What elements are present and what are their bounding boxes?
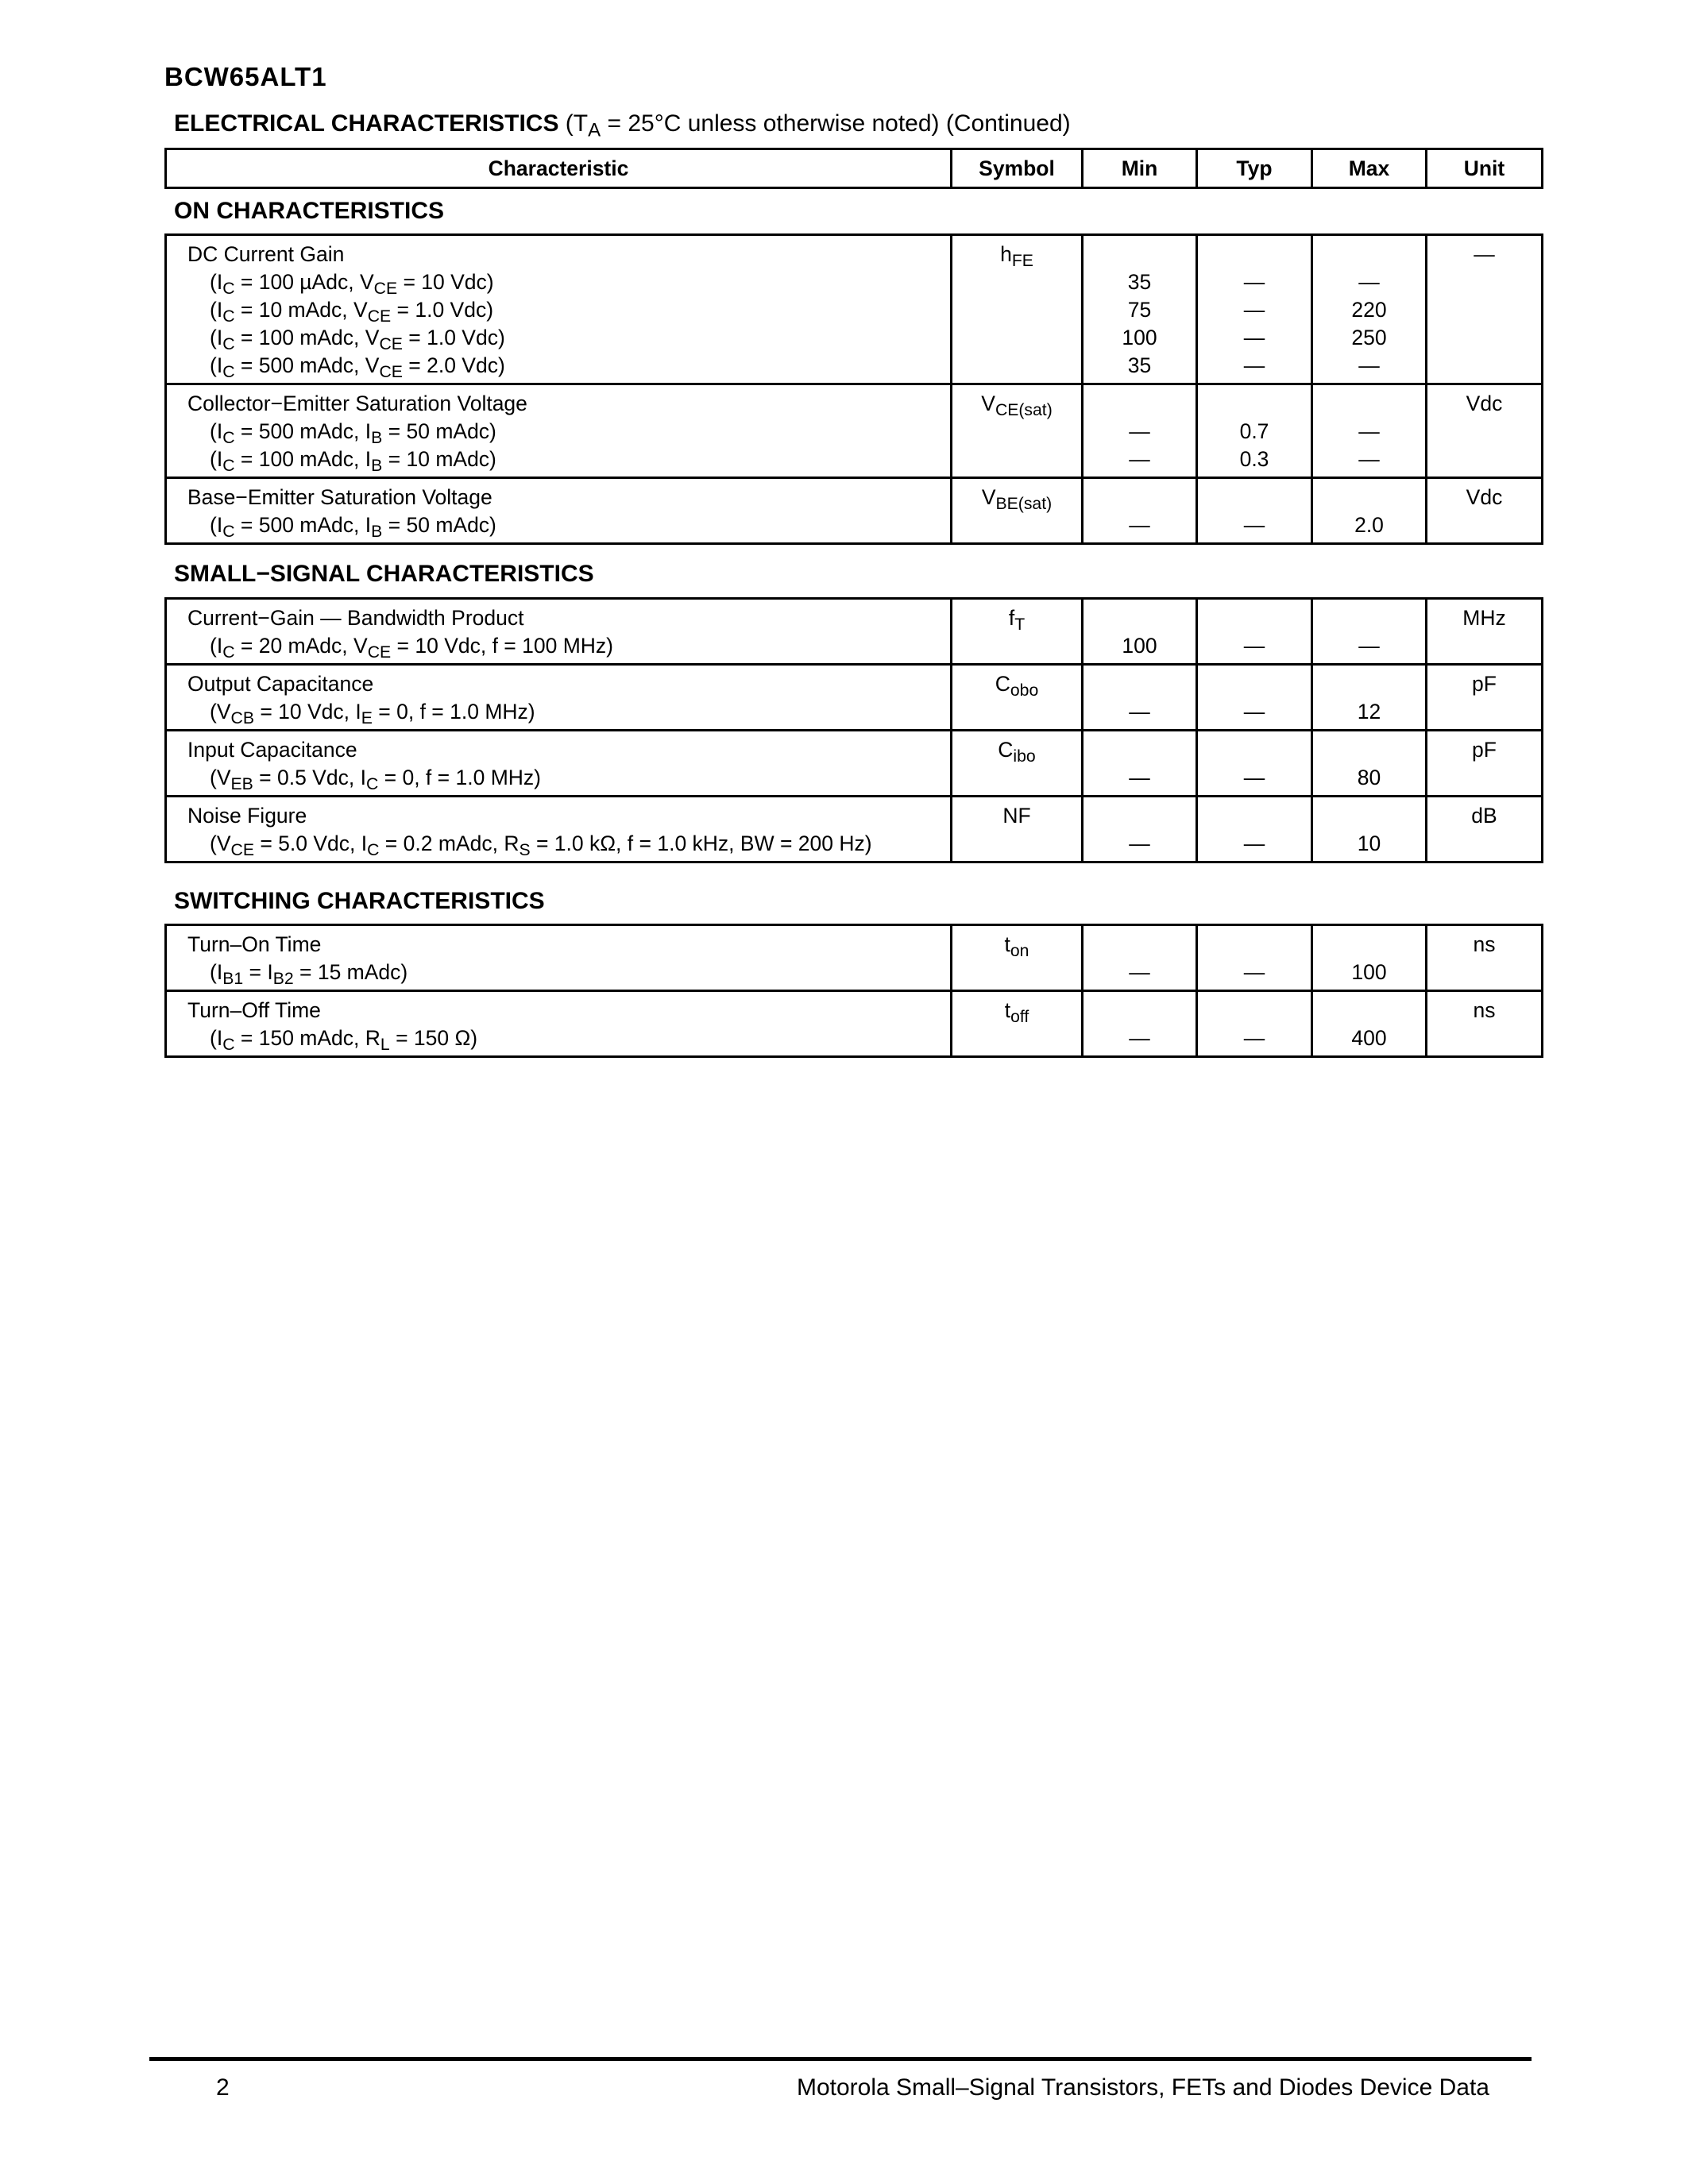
value-spacer (1083, 670, 1196, 698)
typ-value: — (1243, 353, 1265, 377)
value-spacer (1313, 931, 1425, 959)
switching-characteristics-table (164, 924, 1543, 1058)
min-value: 35 (1127, 270, 1152, 294)
typ-cell (1197, 665, 1312, 731)
min-value: 75 (1127, 298, 1152, 322)
unit-cell: Vdc (1427, 478, 1543, 544)
footer-rule (149, 2057, 1532, 2061)
typ-cell (1197, 797, 1312, 862)
table-row (166, 384, 1543, 478)
symbol-cell: $f_T$ (952, 599, 1083, 665)
test-condition: ($I_C = 500$ mAdc, $V_{CE} = 2.0$ Vdc) (210, 353, 505, 381)
column-header-typ: Typ (1197, 149, 1312, 188)
value-spacer (1083, 931, 1196, 959)
test-condition: ($I_C = 100$ µAdc, $V_{CE} = 10$ Vdc) (210, 270, 494, 298)
characteristic-cell (166, 599, 952, 665)
symbol-cell: $t_{on}$ (952, 925, 1083, 991)
min-value: — (1129, 513, 1150, 537)
section-title-switching: SWITCHING CHARACTERISTICS (174, 888, 545, 914)
value-spacer (1198, 241, 1311, 268)
section-title-small-signal: SMALL−SIGNAL CHARACTERISTICS (174, 561, 594, 587)
min-value: — (1129, 960, 1150, 984)
characteristic-name: Collector−Emitter Saturation Voltage (187, 392, 527, 415)
column-header-characteristic: Characteristic (166, 149, 952, 188)
value-spacer (1313, 802, 1425, 830)
characteristic-cell (166, 235, 952, 384)
characteristic-name: DC Current Gain (187, 242, 345, 266)
max-cell (1312, 235, 1427, 384)
min-cell (1083, 731, 1197, 797)
characteristic-cell (166, 731, 952, 797)
small-signal-characteristics-table (164, 597, 1543, 863)
typ-cell (1197, 384, 1312, 478)
table-row (166, 478, 1543, 544)
max-cell (1312, 991, 1427, 1057)
min-cell (1083, 991, 1197, 1057)
min-value: — (1129, 832, 1150, 855)
typ-cell (1197, 599, 1312, 665)
value-spacer (1083, 802, 1196, 830)
typ-cell (1197, 925, 1312, 991)
max-value: 250 (1351, 326, 1387, 349)
typ-value: — (1243, 960, 1265, 984)
min-value: — (1129, 1026, 1150, 1050)
table-row (166, 599, 1543, 665)
max-cell (1312, 599, 1427, 665)
min-cell (1083, 665, 1197, 731)
max-value: — (1358, 270, 1380, 294)
max-value: 2.0 (1354, 513, 1384, 537)
unit-cell: Vdc (1427, 384, 1543, 478)
typ-value: — (1243, 270, 1265, 294)
value-spacer (1198, 997, 1311, 1024)
table-row (166, 235, 1543, 384)
min-value: — (1129, 419, 1150, 443)
table-row (166, 731, 1543, 797)
max-value: 100 (1351, 960, 1387, 984)
value-spacer (1083, 997, 1196, 1024)
unit-cell: ns (1427, 925, 1543, 991)
max-cell (1312, 665, 1427, 731)
test-condition: ($I_C = 100$ mAdc, $V_{CE} = 1.0$ Vdc) (210, 326, 505, 353)
characteristic-name: Current−Gain — Bandwidth Product (187, 606, 524, 630)
max-value: 400 (1351, 1026, 1387, 1050)
max-cell (1312, 925, 1427, 991)
value-spacer (1313, 241, 1425, 268)
value-spacer (1313, 484, 1425, 511)
symbol-cell: $C_{ibo}$ (952, 731, 1083, 797)
test-condition: ($I_C = 500$ mAdc, $I_B = 50$ mAdc) (210, 419, 496, 447)
value-spacer (1198, 484, 1311, 511)
table-title: ELECTRICAL CHARACTERISTICS (174, 110, 559, 137)
typ-value: — (1243, 766, 1265, 789)
min-cell (1083, 384, 1197, 478)
characteristic-cell (166, 665, 952, 731)
symbol-cell: $V_{CE(sat)}$ (952, 384, 1083, 478)
test-condition: ($V_{EB} = 0.5$ Vdc, $I_C = 0$, f = 1.0 MHz) (210, 766, 541, 793)
page-title: BCW65ALT1 (164, 62, 327, 91)
min-value: 100 (1122, 634, 1157, 658)
max-value: — (1358, 447, 1380, 471)
value-spacer (1198, 390, 1311, 418)
value-spacer (1083, 484, 1196, 511)
value-spacer (1198, 604, 1311, 632)
value-spacer (1083, 604, 1196, 632)
max-value: — (1358, 419, 1380, 443)
table-heading (174, 110, 1071, 141)
value-spacer (1083, 736, 1196, 764)
table-row (166, 797, 1543, 862)
min-cell (1083, 235, 1197, 384)
characteristic-cell (166, 478, 952, 544)
characteristic-name: Input Capacitance (187, 738, 357, 762)
characteristic-name: Turn–Off Time (187, 998, 321, 1022)
unit-cell: dB (1427, 797, 1543, 862)
characteristic-cell (166, 797, 952, 862)
typ-cell (1197, 235, 1312, 384)
typ-value: — (1243, 700, 1265, 723)
typ-cell (1197, 478, 1312, 544)
symbol-cell: $t_{off}$ (952, 991, 1083, 1057)
test-condition: ($V_{CB} = 10$ Vdc, $I_E = 0$, f = 1.0 MHz) (210, 700, 535, 727)
max-cell (1312, 731, 1427, 797)
unit-cell: pF (1427, 665, 1543, 731)
characteristic-name: Turn–On Time (187, 932, 322, 956)
characteristic-cell (166, 991, 952, 1057)
value-spacer (1313, 736, 1425, 764)
test-condition: ($I_C = 20$ mAdc, $V_{CE} = 10$ Vdc, f = 100 MHz) (210, 634, 614, 662)
max-value: 80 (1357, 766, 1381, 789)
value-spacer (1083, 390, 1196, 418)
typ-value: — (1243, 326, 1265, 349)
symbol-cell: $C_{obo}$ (952, 665, 1083, 731)
typ-value: — (1243, 832, 1265, 855)
min-cell (1083, 797, 1197, 862)
value-spacer (1198, 736, 1311, 764)
value-spacer (1198, 670, 1311, 698)
max-cell (1312, 797, 1427, 862)
symbol-cell: $h_{FE}$ (952, 235, 1083, 384)
typ-value: — (1243, 513, 1265, 537)
test-condition: ($I_C = 500$ mAdc, $I_B = 50$ mAdc) (210, 513, 496, 541)
value-spacer (1198, 931, 1311, 959)
test-condition: ($V_{CE} = 5.0$ Vdc, $I_C = 0.2$ mAdc, $R_S = 1.0$ kΩ, f = 1.0 kHz, BW = 200 Hz) (210, 832, 872, 859)
table-row (166, 991, 1543, 1057)
typ-value: — (1243, 1026, 1265, 1050)
column-header-max: Max (1312, 149, 1427, 188)
min-value: 100 (1122, 326, 1157, 349)
min-cell (1083, 599, 1197, 665)
test-condition: ($I_C = 10$ mAdc, $V_{CE} = 1.0$ Vdc) (210, 298, 494, 326)
min-value: 35 (1127, 353, 1152, 377)
value-spacer (1313, 997, 1425, 1024)
min-value: — (1129, 447, 1150, 471)
max-value: 12 (1357, 700, 1381, 723)
test-condition: ($I_{B1} = I_{B2} = 15$ mAdc) (210, 960, 408, 988)
symbol-cell: NF (952, 797, 1083, 862)
max-value: — (1358, 353, 1380, 377)
max-cell (1312, 384, 1427, 478)
typ-value: — (1243, 634, 1265, 658)
value-spacer (1313, 670, 1425, 698)
typ-value: — (1243, 298, 1265, 322)
table-title-note: ($T_A = 25^\circ C$ unless otherwise noted) (Continued) (565, 110, 1071, 141)
value-spacer (1083, 241, 1196, 268)
min-cell (1083, 925, 1197, 991)
characteristic-name: Base−Emitter Saturation Voltage (187, 485, 492, 509)
characteristic-name: Noise Figure (187, 804, 307, 828)
unit-cell: pF (1427, 731, 1543, 797)
unit-cell: ns (1427, 991, 1543, 1057)
typ-value: 0.3 (1239, 447, 1269, 471)
on-characteristics-table (164, 233, 1543, 545)
typ-cell (1197, 991, 1312, 1057)
value-spacer (1313, 390, 1425, 418)
min-value: — (1129, 700, 1150, 723)
column-header-row (164, 148, 1543, 189)
table-row (166, 925, 1543, 991)
column-header-min: Min (1083, 149, 1197, 188)
max-value: — (1358, 634, 1380, 658)
max-value: 220 (1351, 298, 1387, 322)
symbol-cell: $V_{BE(sat)}$ (952, 478, 1083, 544)
column-header-symbol: Symbol (952, 149, 1083, 188)
value-spacer (1198, 802, 1311, 830)
test-condition: ($I_C = 100$ mAdc, $I_B = 10$ mAdc) (210, 447, 496, 475)
column-header-unit: Unit (1427, 149, 1543, 188)
test-condition: ($I_C = 150$ mAdc, $R_L = 150$ Ω) (210, 1026, 478, 1054)
value-spacer (1313, 604, 1425, 632)
characteristic-cell (166, 384, 952, 478)
characteristic-name: Output Capacitance (187, 672, 374, 696)
section-title-on: ON CHARACTERISTICS (174, 198, 445, 224)
typ-value: 0.7 (1239, 419, 1269, 443)
min-cell (1083, 478, 1197, 544)
unit-cell: — (1427, 235, 1543, 384)
max-value: 10 (1357, 832, 1381, 855)
typ-cell (1197, 731, 1312, 797)
min-value: — (1129, 766, 1150, 789)
characteristic-cell (166, 925, 952, 991)
page-number: 2 (216, 2074, 230, 2101)
unit-cell: MHz (1427, 599, 1543, 665)
footer-publication: Motorola Small–Signal Transistors, FETs and Diodes Device Data (796, 2074, 1489, 2101)
max-cell (1312, 478, 1427, 544)
table-row (166, 665, 1543, 731)
